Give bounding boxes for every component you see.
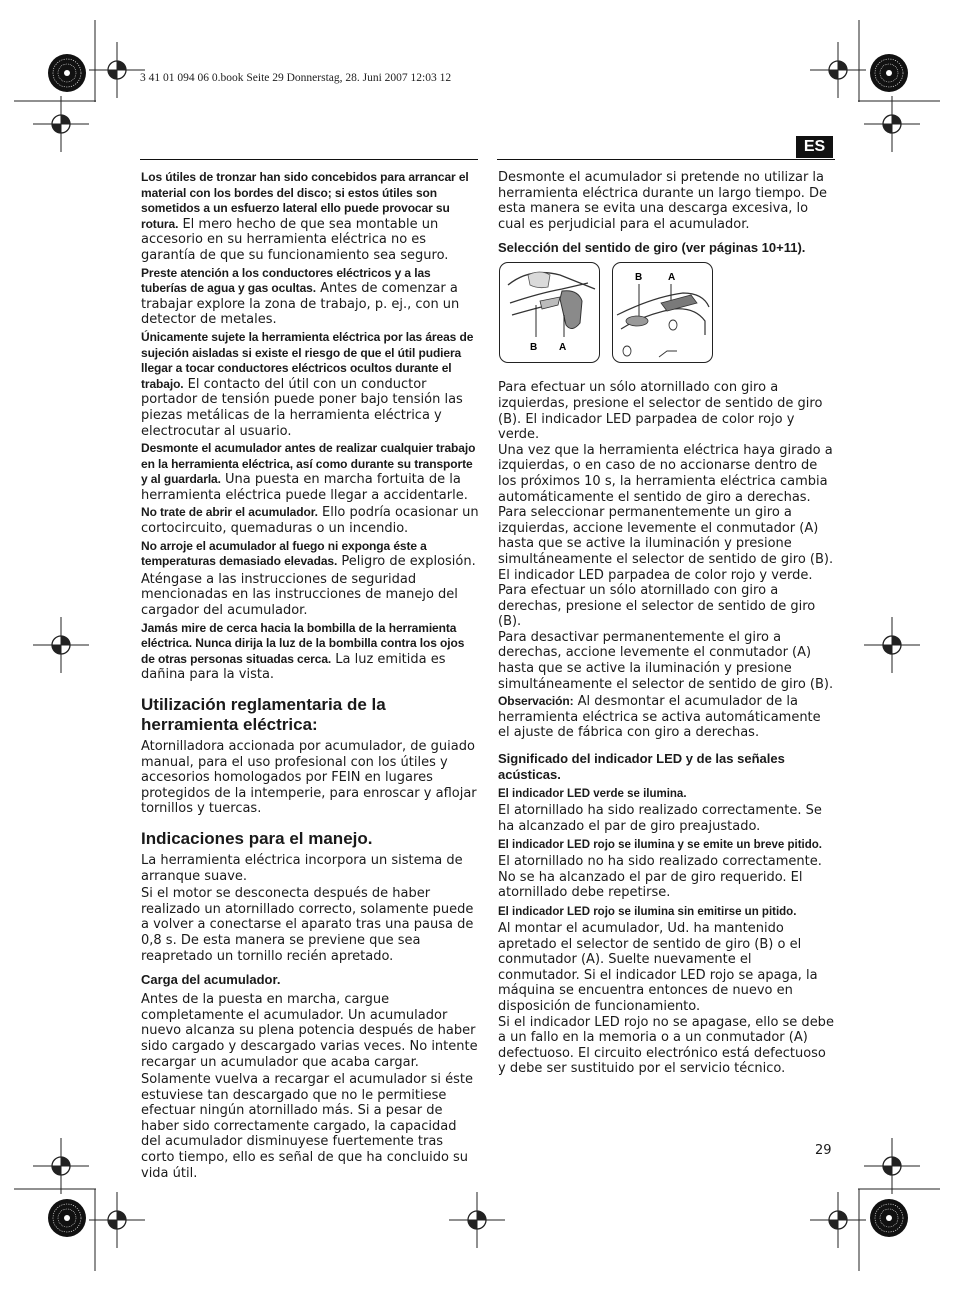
- charger-instructions: Aténgase a las instrucciones de seguridad mencionadas en las instrucciones de manejo del cargador del acumulador.: [141, 571, 458, 619]
- led-red-silent-heading: El indicador LED rojo se ilumina sin emitirse un pitido.: [498, 906, 797, 918]
- warning-remove-battery: Desmonte el acumulador antes de realizar cualquier trabajo en la herramienta eléctrica, así como durante su transporte y al guardarla. Una puesta en marcha fortuita de la herramienta eléctrica puede llegar a accidentarle.: [141, 441, 476, 503]
- heading-led-signals: Significado del indicador LED y de las señales acústicas.: [498, 751, 785, 783]
- rotation-text-5: Para desactivar permanentemente el giro a derechas, accione levemente el conmutador (A) hasta que se active la iluminación y presione simultáneamente el selector de sentido de giro (B).: [498, 629, 834, 692]
- charging-text-1: Antes de la puesta en marcha, cargue completamente el acumulador. Un acumulador nuevo alcanza su plena potencia después de haber sido cargado y descargado varias veces. No intente recargar un acumulador que acaba cargar.: [141, 992, 478, 1070]
- remove-battery-text: Desmonte el acumulador si pretende no utilizar la herramienta eléctrica durante un largo tiempo. De esta manera se evita una descarga excesiva, lo cual es perjudicial para el acumulador.: [498, 170, 827, 232]
- led-red-silent-text-2: Si el indicador LED rojo no se apagase, ello se debe a un fallo en la memoria o a un conmutador (A) defectuoso. El circuito electrónico está defectuoso y debe ser sustituido por el servicio técnico.: [498, 1014, 834, 1077]
- left-column-rule: [140, 159, 478, 160]
- right-column: [498, 170, 836, 1077]
- page-number: 29: [815, 1143, 832, 1158]
- rotation-text-2: Una vez que la herramienta eléctrica haya girado a izquierdas, o en caso de no accionarse dentro de los próximos 10 s, la herramienta eléctrica cambia automáticamente el sentido de giro a derechas.: [498, 442, 833, 505]
- figure-label-b-top: B: [635, 272, 643, 284]
- warning-cutting-tools: Los útiles de tronzar han sido concebidos para arrancar el material con los bordes del disco; si estos útiles son sometidos a un esfuerzo lateral ello puede provocar su rotura. El mero hecho de que sea montable un accesorio en su herramienta eléctrica no es garantía de que su funcionamiento sea seguro.: [141, 170, 469, 263]
- led-green-text: El atornillado ha sido realizado correctamente. Se ha alcanzado el par de giro preajustado.: [498, 803, 822, 834]
- right-column-rule: [497, 159, 835, 160]
- heading-handling: Indicaciones para el manejo.: [141, 828, 373, 848]
- intended-use-text: Atornilladora accionada por acumulador, de guiado manual, para el uso profesional con los útiles y accesorios homologados por FEIN en lugares protegidos de la intemperie, para enroscar y aflojar tornillos y tuercas.: [141, 739, 477, 817]
- rotation-text-3: Para seleccionar permanentemente un giro a izquierdas, accione levemente el conmutador (A) hasta que se active la iluminación y presione simultáneamente el selector de sentido de giro (B). El indicador LED parpadea de color rojo y verde.: [498, 505, 834, 583]
- led-red-beep-heading: El indicador LED rojo se ilumina y se emite un breve pitido.: [498, 839, 822, 852]
- heading-rotation: Selección del sentido de giro (ver páginas 10+11).: [498, 240, 806, 256]
- observation-note: Observación: Al desmontar el acumulador de la herramienta eléctrica se activa automáticamente el ajuste de fábrica con giro a derechas.: [498, 694, 821, 741]
- drill-side-illustration: [500, 263, 599, 362]
- figure-switch-top: [612, 262, 713, 363]
- led-red-beep-text: El atornillado no ha sido realizado correctamente. No se ha alcanzado el par de giro requerido. El atornillado debe repetirse.: [498, 854, 822, 901]
- charging-text-2: Solamente vuelva a recargar el acumulador si éste estuviese tan descargado que no le permitiese efectuar ningún atornillado más. Si a pesar de haber sido correctamente cargado, la capacidad del acumulador disminuyese fuertemente tras corto tiempo, ello es señal de que ha concluido su vida útil.: [141, 1072, 473, 1181]
- heading-charging: Carga del acumulador.: [141, 972, 281, 988]
- figure-label-b: B: [530, 342, 538, 354]
- print-header: 3 41 01 094 06 0.book Seite 29 Donnerstag, 28. Juni 2007 12:03 12: [140, 72, 452, 84]
- left-column: [141, 170, 479, 1181]
- warning-hidden-lines: Preste atención a los conductores eléctricos y a las tuberías de agua y gas ocultas. Antes de comenzar a trabajar explore la zona de trabajo, p. ej., con un detector de metales.: [141, 265, 460, 328]
- handling-text-1: La herramienta eléctrica incorpora un sistema de arranque suave.: [141, 852, 463, 884]
- led-green-heading: El indicador LED verde se ilumina.: [498, 788, 687, 801]
- heading-intended-use: Utilización reglamentaria de la herramienta eléctrica:: [141, 695, 386, 734]
- warning-insulated-grip: Únicamente sujete la herramienta eléctrica por las áreas de sujeción aisladas si existe el riesgo de que el útil pudiera llegar a tocar conductores eléctricos ocultos durante el trabajo. El contacto del útil con un conductor portador de tensión puede poner bajo tensión las piezas metálicas de la herramienta eléctrica y electrocutar al usuario.: [141, 329, 474, 439]
- language-badge: ES: [796, 136, 833, 158]
- led-red-silent-text-1: Al montar el acumulador, Ud. ha mantenido apretado el selector de sentido de giro (B) o el conmutador (A). Suelte nuevamente el conmutador. Si el indicador LED rojo se apaga, la máquina se encuentra entonces de nuevo en disposición de funcionamiento.: [498, 921, 818, 1014]
- figure-switch-side: [499, 262, 600, 363]
- warning-bulb: Jamás mire de cerca hacia la bombilla de la herramienta eléctrica. Nunca dirija la luz de la bombilla contra los ojos de otras personas situadas cerca. La luz emitida es dañina para la vista.: [141, 620, 465, 683]
- rotation-text-4: Para efectuar un sólo atornillado con giro a derechas, presione el selector de sentido de giro (B).: [498, 583, 816, 630]
- drill-top-illustration: [613, 263, 712, 362]
- rotation-text-1: Para efectuar un sólo atornillado con giro a izquierdas, presione el selector de sentido de giro (B). El indicador LED parpadea de color rojo y verde.: [498, 380, 823, 443]
- warning-fire: No arroje el acumulador al fuego ni exponga éste a temperaturas demasiado elevadas. Peligro de explosión.: [141, 538, 476, 570]
- rotation-figures: [498, 262, 836, 366]
- figure-label-a-top: A: [668, 272, 676, 284]
- handling-text-2: Si el motor se desconecta después de haber realizado un atornillado correcto, solamente puede a volver a conectarse el aparato tras una pausa de 0,8 s. De esta manera se previene que sea reapretado un tornillo recién apretado.: [141, 886, 474, 964]
- warning-open-battery: No trate de abrir el acumulador. Ello podría ocasionar un cortocircuito, quemaduras o un incendio.: [141, 505, 479, 537]
- figure-label-a: A: [559, 342, 567, 354]
